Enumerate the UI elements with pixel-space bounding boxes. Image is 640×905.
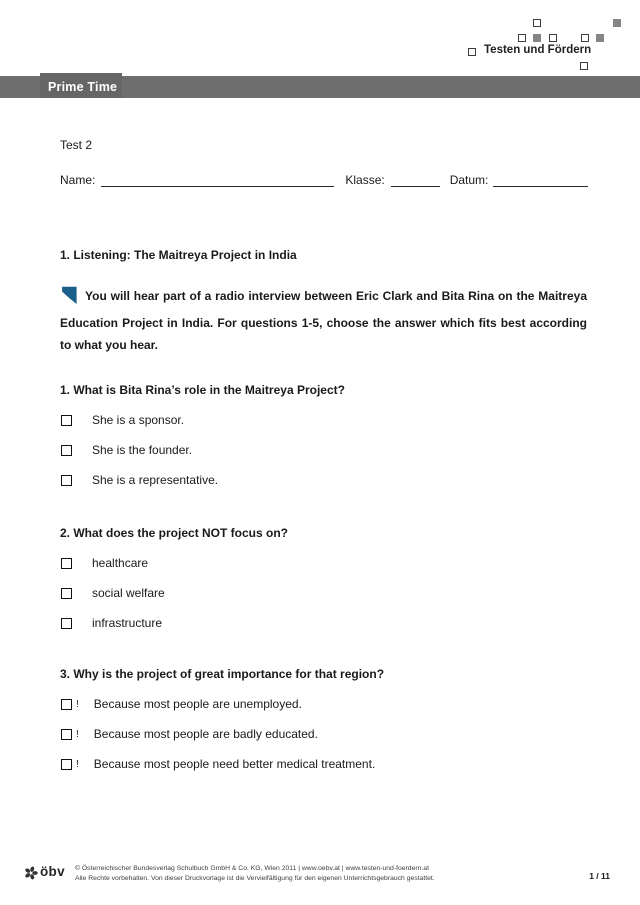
test-title: Test 2 — [60, 138, 93, 152]
logo-square-icon — [518, 34, 526, 42]
option-marker: ! — [76, 699, 79, 710]
student-info-row — [60, 170, 594, 187]
answer-label: Because most people need better medical treatment. — [93, 757, 376, 771]
name-label: Name: — [60, 173, 96, 187]
logo-square-icon — [468, 48, 476, 56]
copyright-line-1: © Österreichischer Bundesverlag Schulbuch GmbH & Co. KG, Wien 2011 | www.oebv.at | www.testen-und-foerdern.at — [75, 865, 429, 872]
answer-option — [60, 473, 587, 488]
answer-label: Because most people are unemployed. — [93, 697, 302, 711]
answer-checkbox[interactable] — [61, 558, 72, 569]
option-marker: ! — [76, 729, 79, 740]
answer-option — [60, 556, 587, 571]
header-bar — [0, 76, 640, 98]
oebv-logo-star-icon — [24, 866, 38, 885]
logo-square-icon — [613, 19, 621, 27]
copyright-line-2: Alle Rechte vorbehalten. Von dieser Druckvorlage ist die Vervielfältigung für den eigenen Unterrichtsgebrauch gestattet. — [75, 875, 435, 882]
answer-label: Because most people are badly educated. — [93, 727, 318, 741]
logo-square-icon — [549, 34, 557, 42]
answer-checkbox[interactable] — [61, 618, 72, 629]
page-indicator: 1 / 11 — [589, 871, 610, 881]
question-3 — [60, 667, 587, 772]
answer-label: healthcare — [92, 556, 149, 570]
answer-checkbox[interactable] — [61, 588, 72, 599]
book-title: Prime Time — [48, 80, 118, 94]
answer-checkbox[interactable] — [61, 415, 72, 426]
answer-label: social welfare — [92, 586, 165, 600]
answer-option — [60, 616, 587, 631]
answer-label: She is a representative. — [92, 473, 219, 487]
testen-und-foerdern-logo — [0, 0, 640, 75]
answer-checkbox[interactable] — [61, 699, 72, 710]
logo-square-icon — [596, 34, 604, 42]
oebv-logo-text: öbv — [40, 864, 65, 879]
date-label: Datum: — [449, 173, 489, 187]
section-heading: 1. Listening: The Maitreya Project in India — [60, 248, 297, 262]
answer-label: She is a sponsor. — [92, 413, 185, 427]
copyright-notice — [75, 864, 475, 884]
answer-checkbox[interactable] — [61, 475, 72, 486]
logo-square-icon — [580, 62, 588, 70]
brand-name: Testen und Fördern — [484, 44, 592, 56]
page-footer — [0, 860, 640, 905]
answer-checkbox[interactable] — [61, 729, 72, 740]
question-1 — [60, 383, 587, 488]
logo-square-icon — [533, 19, 541, 27]
class-label: Klasse: — [345, 173, 385, 187]
answer-checkbox[interactable] — [61, 445, 72, 456]
answer-option — [60, 443, 587, 458]
answer-option — [60, 757, 587, 772]
class-field[interactable] — [391, 171, 440, 187]
listening-instructions — [60, 285, 587, 356]
answer-option — [60, 413, 587, 428]
date-field[interactable] — [493, 171, 588, 187]
answer-checkbox[interactable] — [61, 759, 72, 770]
question-title: 1. What is Bita Rina’s role in the Maitreya Project? — [60, 383, 345, 397]
answer-option — [60, 727, 587, 742]
question-title: 2. What does the project NOT focus on? — [60, 526, 289, 540]
question-2 — [60, 526, 587, 631]
answer-label: infrastructure — [92, 616, 163, 630]
option-marker: ! — [76, 759, 79, 770]
answer-label: She is the founder. — [92, 443, 193, 457]
logo-square-icon — [581, 34, 589, 42]
answer-option — [60, 586, 587, 601]
instructions-text: You will hear part of a radio interview between Eric Clark and Bita Rina on the Maitreya Education Project in India. For questions 1-5, choose the answer which fits best according to what you hear. — [60, 289, 587, 352]
answer-option — [60, 697, 587, 712]
logo-square-icon — [533, 34, 541, 42]
question-title: 3. Why is the project of great importance for that region? — [60, 667, 385, 681]
speaker-icon — [60, 285, 78, 312]
name-field[interactable] — [101, 171, 334, 187]
